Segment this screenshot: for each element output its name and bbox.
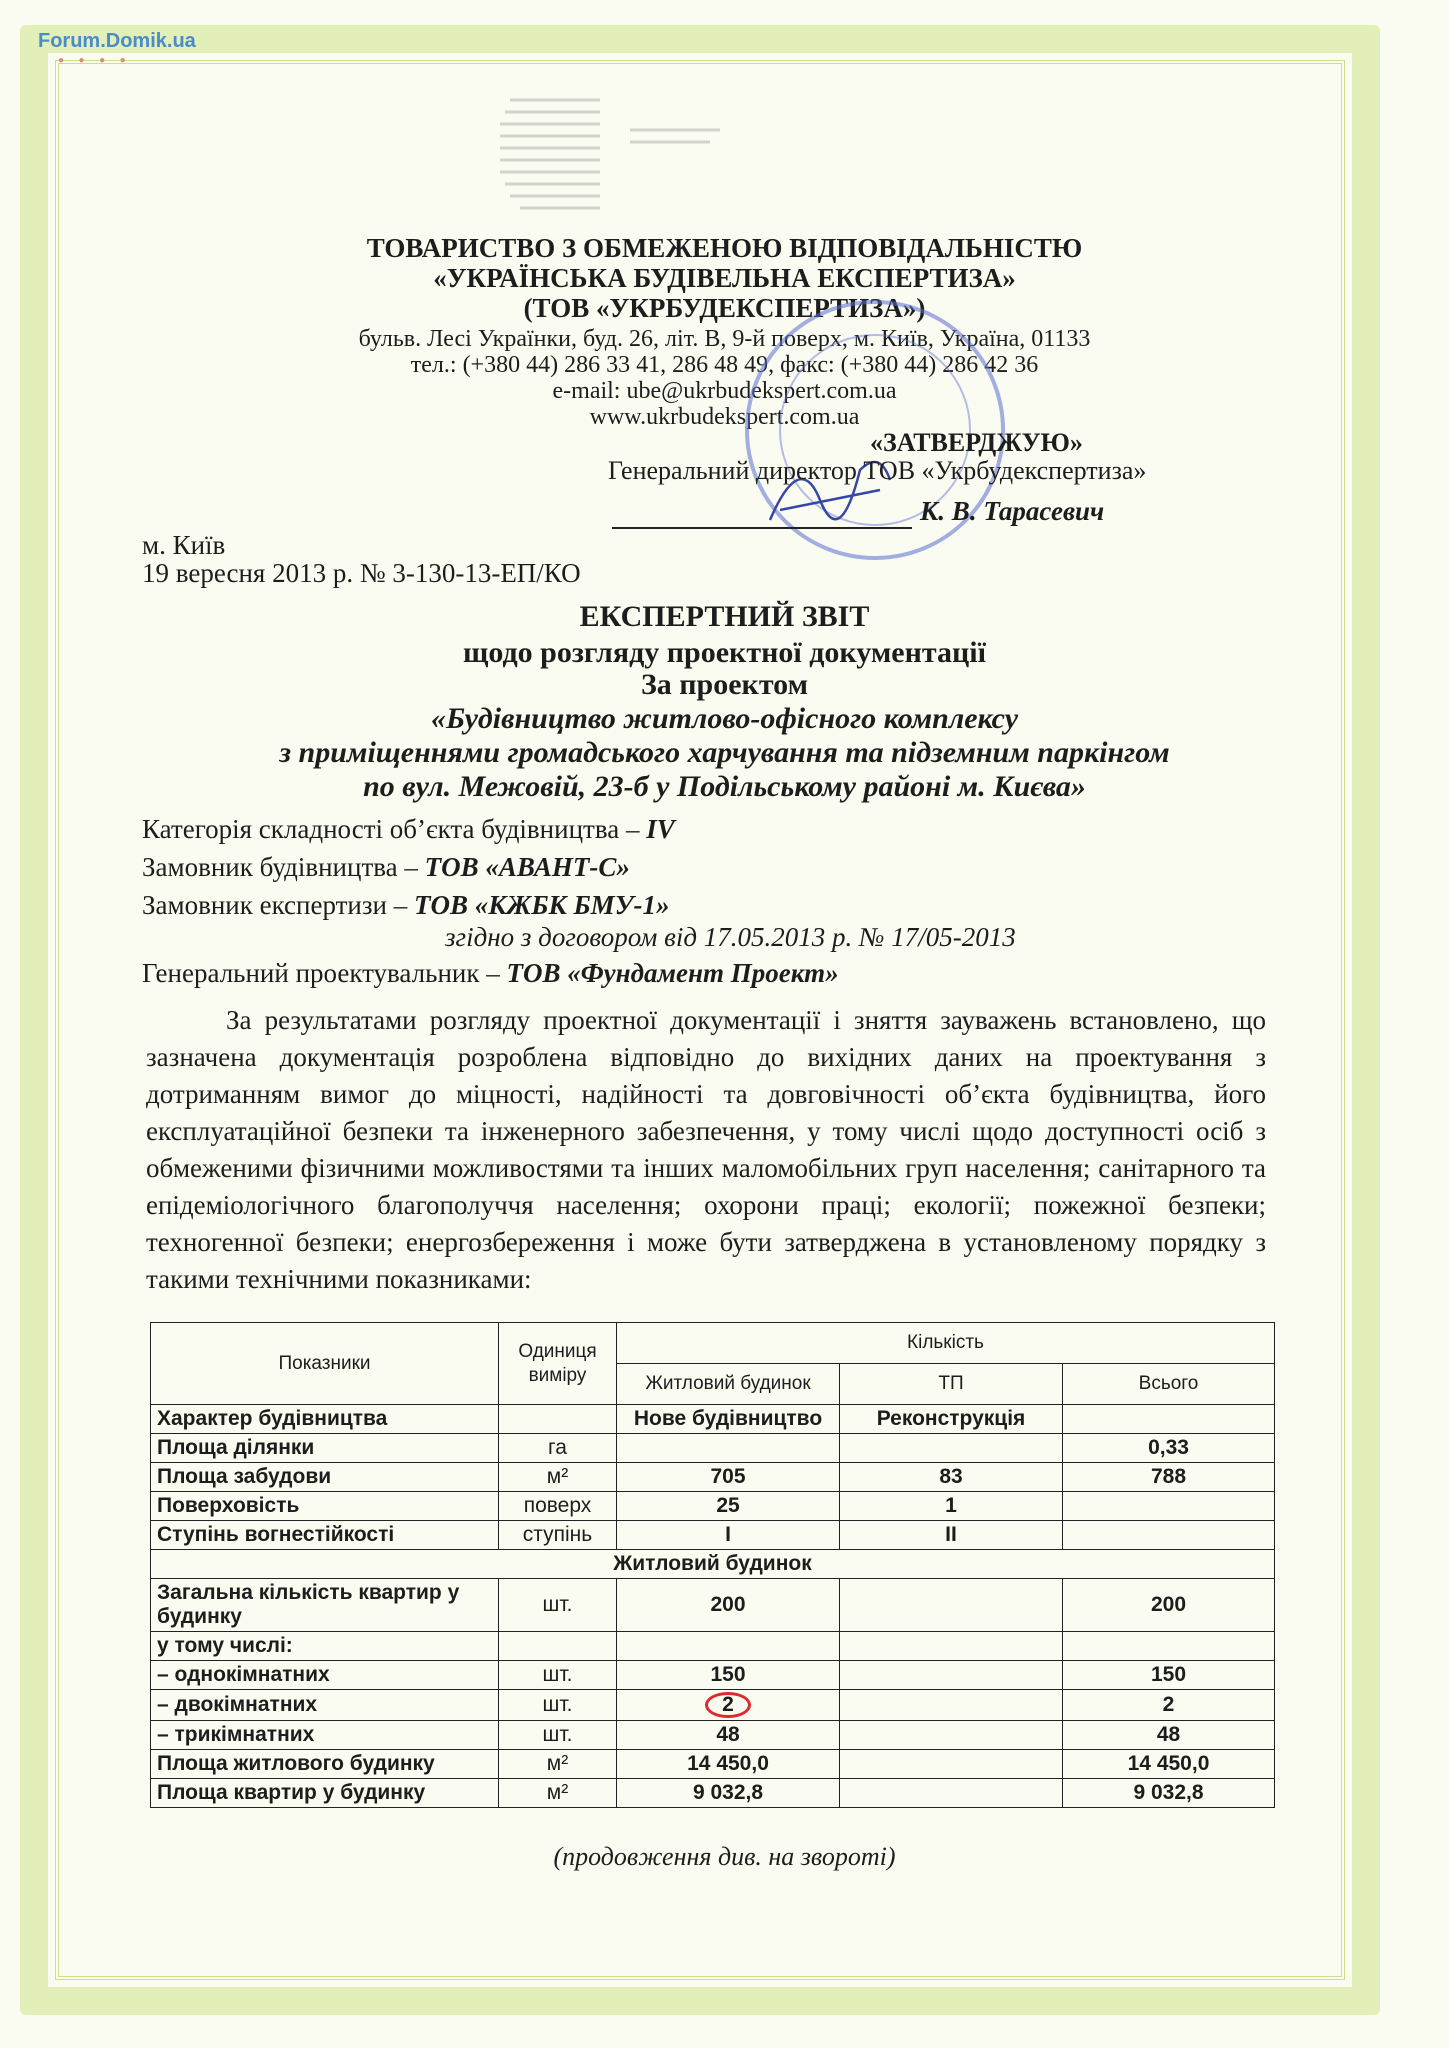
category-field <box>142 814 675 845</box>
cell-house: I <box>617 1521 840 1550</box>
cell-tp <box>840 1690 1063 1721</box>
cell-house: 48 <box>617 1721 840 1750</box>
cell-total <box>1063 1632 1275 1661</box>
approval-name: К. В. Тарасевич <box>920 496 1105 526</box>
cell-tp: Реконструкція <box>840 1405 1063 1434</box>
cell-indicator: – двокімнатних <box>151 1690 499 1721</box>
designer-value: ТОВ «Фундамент Проект» <box>506 958 839 988</box>
header-tp: ТП <box>840 1364 1063 1405</box>
cell-indicator: Характер будівництва <box>151 1405 499 1434</box>
table-row <box>151 1721 1275 1750</box>
cell-tp <box>840 1661 1063 1690</box>
section-title: Житловий будинок <box>151 1550 1275 1579</box>
table-row <box>151 1690 1275 1721</box>
cell-tp: 83 <box>840 1463 1063 1492</box>
cell-unit <box>499 1632 617 1661</box>
main-paragraph: За результатами розгляду проектної документації і зняття зауважень встановлено, що зазначена документація розроблена відповідно до вихідних даних на проектування з дотриманням вимог до міцності, надійності та довговічності об’єкта будівництва, його експлуатаційної безпеки та інженерного забезпечення, у тому числі щодо доступності осіб з обмеженими фізичними можливостями та інших маломобільних груп населення; санітарного та епідеміологічного благополуччя населення; охорони праці; екології; пожежної безпеки; техногенної безпеки; енергозбереження і може бути затверджена в установленому порядку з такими технічними показниками: <box>146 1005 1266 1294</box>
cell-total <box>1063 1405 1275 1434</box>
cell-house <box>617 1632 840 1661</box>
exp-customer-value: ТОВ «КЖБК БМУ-1» <box>413 890 670 920</box>
cell-house: 200 <box>617 1579 840 1632</box>
cell-unit: га <box>499 1434 617 1463</box>
cell-total <box>1063 1492 1275 1521</box>
table-row <box>151 1579 1275 1632</box>
cell-unit: шт. <box>499 1579 617 1632</box>
table-row <box>151 1463 1275 1492</box>
report-title: ЕКСПЕРТНИЙ ЗВІТ <box>579 600 870 633</box>
table-row <box>151 1779 1275 1808</box>
cell-indicator: Площа квартир у будинку <box>151 1779 499 1808</box>
header-quantity: Кількість <box>617 1323 1275 1364</box>
project-name-line2: з приміщеннями громадського харчування та підземним паркінгом <box>279 736 1170 769</box>
customer-value: ТОВ «АВАНТ-С» <box>424 852 630 882</box>
cell-indicator: – однокімнатних <box>151 1661 499 1690</box>
cell-house: 150 <box>617 1661 840 1690</box>
cell-total: 200 <box>1063 1579 1275 1632</box>
org-phones: тел.: (+380 44) 286 33 41, 286 48 49, факс: (+380 44) 286 42 36 <box>410 352 1039 378</box>
customer-label: Замовник будівництва – <box>142 852 425 882</box>
cell-tp <box>840 1579 1063 1632</box>
cell-tp: II <box>840 1521 1063 1550</box>
cell-total: 9 032,8 <box>1063 1779 1275 1808</box>
cell-indicator: Загальна кількість квартир у будинку <box>151 1579 499 1632</box>
continuation-note: (продовження див. на звороті) <box>553 1842 896 1871</box>
org-name-line2: «УКРАЇНСЬКА БУДІВЕЛЬНА ЕКСПЕРТИЗА» <box>433 263 1016 293</box>
cell-total: 150 <box>1063 1661 1275 1690</box>
org-address: бульв. Лесі Українки, буд. 26, літ. В, 9-й поверх, м. Київ, Україна, 01133 <box>358 326 1091 352</box>
header-house: Житловий будинок <box>617 1364 840 1405</box>
report-project-label: За проектом <box>640 668 809 701</box>
cell-indicator: Поверховість <box>151 1492 499 1521</box>
table-row <box>151 1492 1275 1521</box>
project-name-line1: «Будівництво житлово-офісного комплексу <box>430 702 1019 735</box>
cell-house: 14 450,0 <box>617 1750 840 1779</box>
cell-indicator: Площа ділянки <box>151 1434 499 1463</box>
highlight-circle: 2 <box>705 1692 751 1718</box>
cell-unit: м² <box>499 1750 617 1779</box>
exp-customer-label: Замовник експертизи – <box>142 890 414 920</box>
place: м. Київ <box>142 530 226 560</box>
customer-field <box>142 852 630 883</box>
cell-unit: поверх <box>499 1492 617 1521</box>
signature-line <box>612 527 912 529</box>
cell-indicator: – трикімнатних <box>151 1721 499 1750</box>
cell-house: Нове будівництво <box>617 1405 840 1434</box>
table-row <box>151 1750 1275 1779</box>
cell-total: 0,33 <box>1063 1434 1275 1463</box>
cell-tp <box>840 1632 1063 1661</box>
cell-unit: ступінь <box>499 1521 617 1550</box>
cell-unit: шт. <box>499 1661 617 1690</box>
cell-indicator: Площа житлового будинку <box>151 1750 499 1779</box>
project-name-line3: по вул. Межовій, 23-б у Подільському районі м. Києва» <box>363 770 1086 803</box>
cell-tp <box>840 1779 1063 1808</box>
cell-tp <box>840 1750 1063 1779</box>
org-email: e-mail: ube@ukrbudekspert.com.ua <box>552 378 897 404</box>
indicators-table <box>150 1322 1275 1808</box>
table-row <box>151 1661 1275 1690</box>
cell-unit: м² <box>499 1463 617 1492</box>
approval-label: «ЗАТВЕРДЖУЮ» <box>870 428 1083 457</box>
designer-field <box>142 958 839 989</box>
cell-unit <box>499 1405 617 1434</box>
cell-house: 9 032,8 <box>617 1779 840 1808</box>
header-indicators: Показники <box>151 1323 499 1405</box>
cell-house <box>617 1434 840 1463</box>
header-total: Всього <box>1063 1364 1275 1405</box>
table-row <box>151 1434 1275 1463</box>
report-subtitle: щодо розгляду проектної документації <box>463 636 986 669</box>
contract-reference: згідно з договором від 17.05.2013 р. № 17/05-2013 <box>445 922 1016 952</box>
org-website: www.ukrbudekspert.com.ua <box>589 404 860 430</box>
cell-unit: м² <box>499 1779 617 1808</box>
cell-house: 705 <box>617 1463 840 1492</box>
cell-total: 2 <box>1063 1690 1275 1721</box>
table-row <box>151 1632 1275 1661</box>
forum-watermark: Forum.Domik.ua <box>38 30 196 52</box>
cell-unit: шт. <box>499 1721 617 1750</box>
table-header-row <box>151 1323 1275 1364</box>
org-name-line3: (ТОВ «УКРБУДЕКСПЕРТИЗА») <box>523 293 926 323</box>
category-value: IV <box>646 814 675 844</box>
cell-indicator: Ступінь вогнестійкості <box>151 1521 499 1550</box>
cell-house <box>617 1690 840 1721</box>
exp-customer-field <box>142 890 669 921</box>
cell-tp: 1 <box>840 1492 1063 1521</box>
cell-indicator: у тому числі: <box>151 1632 499 1661</box>
cell-indicator: Площа забудови <box>151 1463 499 1492</box>
company-logo-watermark <box>490 80 730 230</box>
approval-position: Генеральний директор ТОВ «Укрбудекспертиза» <box>608 456 1147 485</box>
section-row <box>151 1550 1275 1579</box>
cell-total <box>1063 1521 1275 1550</box>
watermark-dots: ● ● ● ● <box>58 55 132 66</box>
cell-total: 48 <box>1063 1721 1275 1750</box>
cell-tp <box>840 1434 1063 1463</box>
cell-total: 14 450,0 <box>1063 1750 1275 1779</box>
cell-tp <box>840 1721 1063 1750</box>
designer-label: Генеральний проектувальник – <box>142 958 507 988</box>
cell-unit: шт. <box>499 1690 617 1721</box>
category-label: Категорія складності об’єкта будівництва – <box>142 814 647 844</box>
date-reference: 19 вересня 2013 р. № 3-130-13-ЕП/КО <box>142 558 581 588</box>
table-row <box>151 1521 1275 1550</box>
org-name-line1: ТОВАРИСТВО З ОБМЕЖЕНОЮ ВІДПОВІДАЛЬНІСТЮ <box>366 233 1083 263</box>
cell-total: 788 <box>1063 1463 1275 1492</box>
cell-house: 25 <box>617 1492 840 1521</box>
table-row <box>151 1405 1275 1434</box>
header-unit: Одиниця виміру <box>499 1323 617 1405</box>
